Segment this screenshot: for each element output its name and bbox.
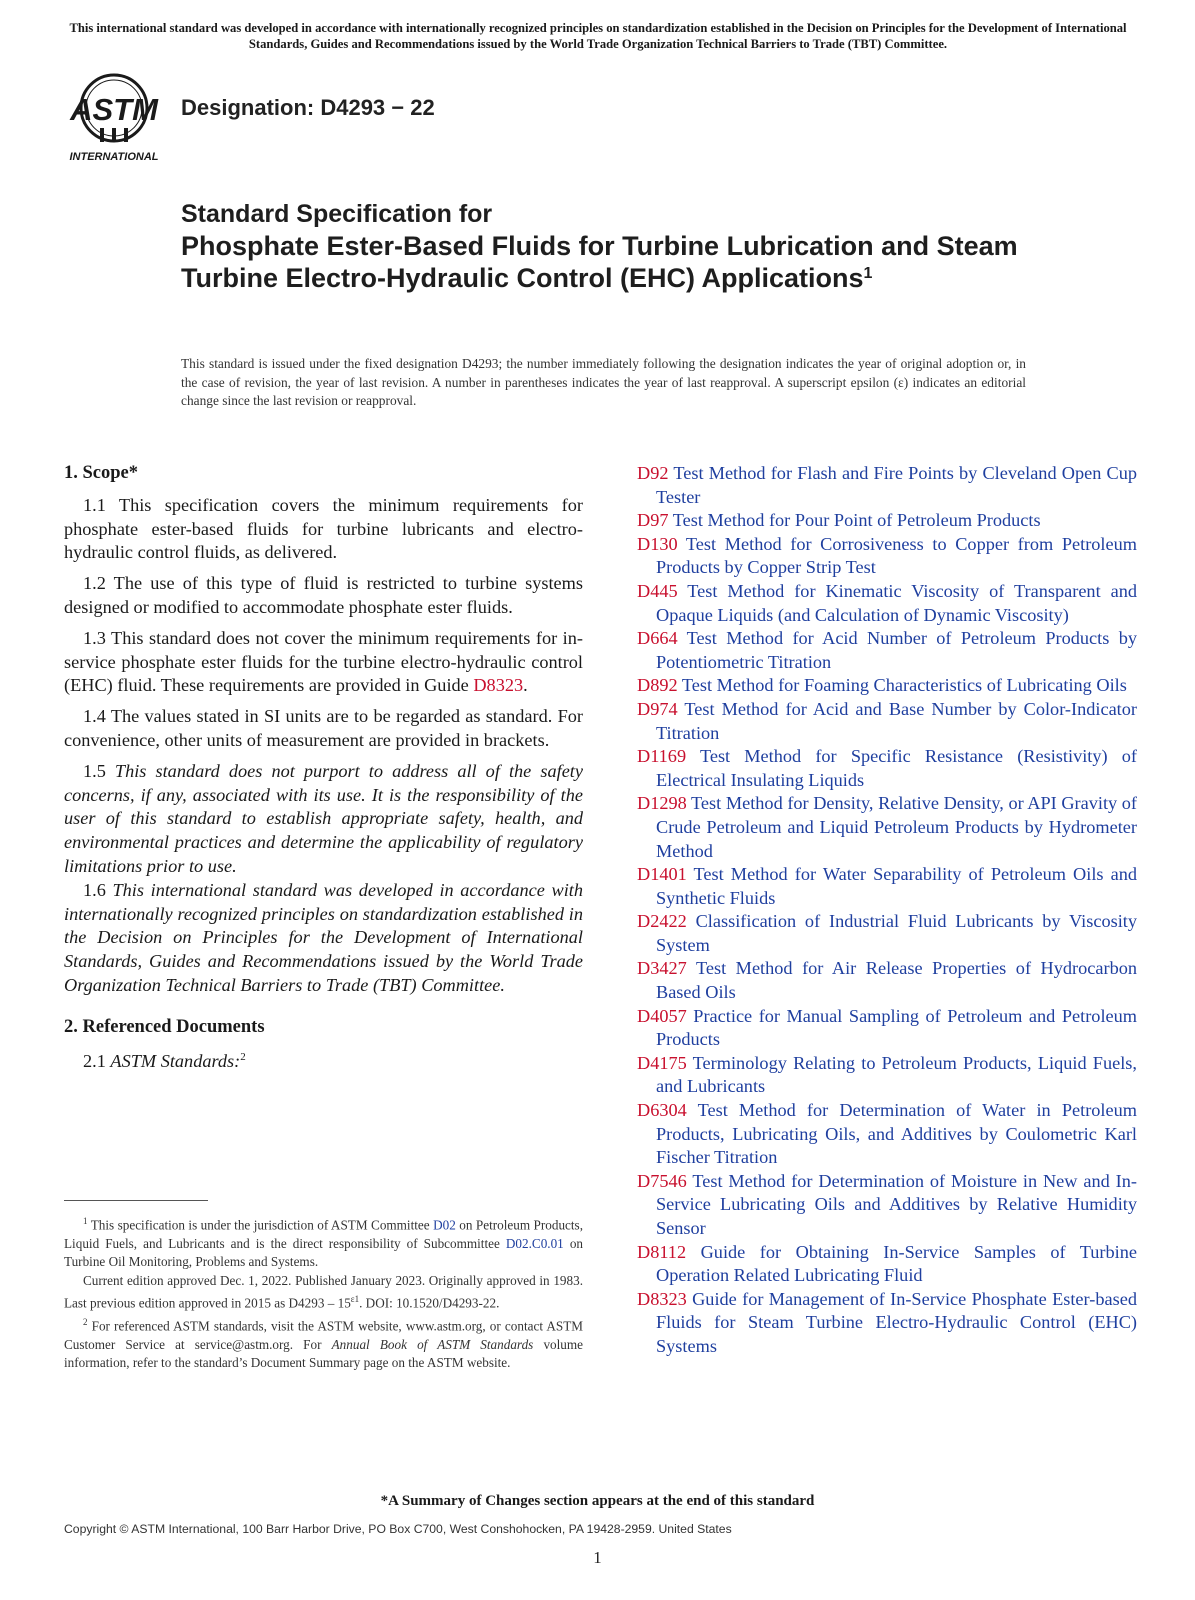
reference-title-link[interactable]: Test Method for Water Separability of Petroleum Oils and Synthetic Fluids (656, 864, 1137, 908)
reference-title-link[interactable]: Test Method for Kinematic Viscosity of Transparent and Opaque Liquids (and Calculation of Dynamic Viscosity) (656, 580, 1137, 625)
scope-1-1: 1.1 This specification covers the minimum requirements for phosphate ester-based fluids for turbine lubricants and electro-hydraulic control fluids, as delivered. (64, 494, 583, 563)
referenced-documents-heading: 2. Referenced Documents (64, 1016, 265, 1037)
reference-code-link[interactable]: D974 (637, 698, 678, 719)
reference-code-link[interactable]: D1401 (637, 864, 687, 885)
summary-of-changes-note: *A Summary of Changes section appears at the end of this standard (380, 1493, 815, 1509)
astm-standards-label: ASTM Standards: (110, 1050, 241, 1071)
reference-title-link[interactable]: Test Method for Determination of Water in Petroleum Products, Lubricating Oils, and Additives by Coulometric Karl Fischer Titration (656, 1100, 1137, 1168)
reference-item (637, 792, 1137, 863)
scope-heading: 1. Scope* (64, 463, 138, 483)
footnote-1 (64, 1212, 583, 1272)
reference-code-link[interactable]: D4175 (637, 1052, 687, 1073)
scope-1-5-num: 1.5 (83, 760, 115, 781)
reference-title-link[interactable]: Practice for Manual Sampling of Petroleum and Petroleum Products (656, 1005, 1137, 1050)
footnote-1-text-a: This specification is under the jurisdiction of ASTM Committee (90, 1217, 434, 1233)
reference-title-link[interactable]: Terminology Relating to Petroleum Products, Liquid Fuels, and Lubricants (656, 1052, 1137, 1097)
reference-code-link[interactable]: D130 (637, 533, 678, 554)
reference-item (637, 1241, 1137, 1288)
reference-title-link[interactable]: Test Method for Foaming Characteristics of Lubricating Oils (681, 675, 1127, 696)
reference-code-link[interactable]: D6304 (637, 1100, 687, 1121)
reference-title-link[interactable]: Test Method for Determination of Moisture in New and In-Service Lubricating Oils and Additives by Relative Humidity Sensor (656, 1170, 1137, 1238)
reference-item (637, 1099, 1137, 1170)
reference-code-link[interactable]: D892 (637, 675, 678, 696)
scope-1-3 (64, 627, 583, 698)
reference-item (637, 533, 1137, 580)
footnote-2 (64, 1313, 583, 1373)
footnote-1-text-b: on Petroleum Products, Liquid Fuels, and Lubricants and is the direct responsibility of Subcommittee (64, 1217, 583, 1251)
reference-title-link[interactable]: Guide for Obtaining In-Service Samples of Turbine Operation Related Lubricating Fluid (656, 1241, 1137, 1286)
reference-code-link[interactable]: D664 (637, 628, 678, 649)
link-d02[interactable]: D02 (433, 1217, 456, 1233)
scope-1-6-num: 1.6 (83, 879, 113, 900)
left-column (64, 462, 583, 1080)
title-line1: Standard Specification for (181, 200, 493, 228)
reference-code-link[interactable]: D8112 (637, 1241, 687, 1262)
astm-logo (64, 70, 168, 166)
link-d8323[interactable]: D8323 (473, 675, 524, 696)
reference-code-link[interactable]: D1298 (637, 793, 687, 814)
document-title (181, 198, 1081, 294)
reference-code-link[interactable]: D7546 (637, 1170, 687, 1191)
edition-text-b: . DOI: 10.1520/D4293-22. (359, 1295, 500, 1311)
astm-standards-num: 2.1 (83, 1050, 111, 1071)
reference-code-link[interactable]: D4057 (637, 1005, 687, 1026)
reference-title-link[interactable]: Test Method for Density, Relative Density, or API Gravity of Crude Petroleum and Liquid Petroleum Products by Hydrometer Method (656, 793, 1137, 861)
edition-text-a: Current edition approved Dec. 1, 2022. Published January 2023. Originally approved in 1983. Last previous edition approved in 2015 as D4293 – 15 (64, 1272, 583, 1311)
footnote-2-italic: Annual Book of ASTM Standards (331, 1336, 534, 1352)
reference-item (637, 627, 1137, 674)
reference-title-link[interactable]: Test Method for Corrosiveness to Copper from Petroleum Products by Copper Strip Test (656, 533, 1137, 578)
link-d02-c0-01[interactable]: D02.C0.01 (505, 1235, 564, 1251)
reference-code-link[interactable]: D1169 (637, 746, 687, 767)
scope-1-5-text: This standard does not purport to address all of the safety concerns, if any, associated with its use. It is the responsibility of the user of this standard to establish appropriate safety, health, and environmental practices and determine the applicability of regulatory limitations prior to use. (64, 760, 583, 876)
reference-title-link[interactable]: Classification of Industrial Fluid Lubricants by Viscosity System (656, 911, 1137, 955)
title-main (181, 230, 1081, 294)
logo-international-text: INTERNATIONAL (69, 151, 159, 163)
page-number: 1 (593, 1548, 602, 1567)
footnote-2-mark: 2 (83, 1316, 88, 1327)
reference-item (637, 462, 1137, 509)
reference-item (637, 580, 1137, 627)
astm-standards-subheading (64, 1046, 583, 1074)
logo-mark-text: ASTM (70, 92, 158, 127)
copyright: Copyright © ASTM International, 100 Barr Harbor Drive, PO Box C700, West Conshohocken, PA 19428-2959. United States (64, 1522, 732, 1536)
reference-title-link[interactable]: Test Method for Specific Resistance (Resistivity) of Electrical Insulating Liquids (656, 746, 1137, 790)
reference-code-link[interactable]: D445 (637, 580, 678, 601)
footnote-2-text-a: For referenced ASTM standards, visit the ASTM website, www.astm.org, or contact ASTM Customer Service at service@astm.org. For (64, 1318, 584, 1352)
footnotes (64, 1212, 583, 1372)
scope-1-3-end: . (523, 675, 528, 696)
reference-title-link[interactable]: Test Method for Acid Number of Petroleum Products by Potentiometric Titration (656, 628, 1137, 672)
scope-1-6 (64, 879, 583, 998)
designation: Designation: D4293 − 22 (181, 95, 435, 120)
reference-code-link[interactable]: D92 (637, 463, 669, 483)
footnote-2-text-b: volume information, refer to the standard’s Document Summary page on the ASTM website. (64, 1336, 583, 1371)
reference-code-link[interactable]: D8323 (637, 1288, 687, 1309)
edition-epsilon: ε1 (350, 1294, 360, 1305)
reference-code-link[interactable]: D2422 (637, 911, 687, 932)
scope-1-5 (64, 760, 583, 879)
scope-1-3-text: 1.3 This standard does not cover the minimum requirements for in-service phosphate ester fluids for the turbine electro-hydraulic control (EHC) fluid. These requirements are provided in Guide (64, 627, 583, 696)
astm-standards-footnote-mark: 2 (240, 1050, 246, 1063)
reference-item (637, 674, 1137, 698)
reference-item (637, 698, 1137, 745)
international-standard-notice: This international standard was developed in accordance with internationally recognized principles on standardization established in the Decision on Principles for the Development of International Standards, Guides and Recommendations issued by the World Trade Organization Technical Barriers to Trade (TBT) Committee. (69, 21, 1127, 51)
reference-item (637, 745, 1137, 792)
reference-title-link[interactable]: Test Method for Air Release Properties of Hydrocarbon Based Oils (656, 958, 1137, 1003)
reference-code-link[interactable]: D97 (637, 510, 669, 531)
reference-title-link[interactable]: Test Method for Acid and Base Number by Color-Indicator Titration (656, 698, 1137, 743)
reference-item (637, 1288, 1137, 1359)
footnote-1-mark: 1 (83, 1216, 88, 1226)
reference-item (637, 863, 1137, 910)
reference-item (637, 910, 1137, 957)
referenced-standards-list (637, 462, 1137, 1359)
footnote-1-edition (64, 1272, 583, 1313)
footnote-divider (64, 1200, 208, 1201)
issue-note: This standard is issued under the fixed designation D4293; the number immediately following the designation indicates the year of original adoption or, in the case of revision, the year of last revision. A number in parentheses indicates the year of last reapproval. A superscript epsilon (ε) indicates an editorial change since the last revision or reapproval. (181, 356, 1026, 408)
scope-1-6-text: This international standard was developed in accordance with internationally recognized principles on standardization established in the Decision on Principles for the Development of International Standards, Guides and Recommendations issued by the World Trade Organization Technical Barriers to Trade (TBT) Committee. (64, 879, 584, 995)
reference-title-link[interactable]: Test Method for Pour Point of Petroleum Products (672, 510, 1041, 531)
reference-item (637, 1170, 1137, 1241)
reference-item (637, 957, 1137, 1004)
reference-item (637, 509, 1137, 533)
scope-1-2: 1.2 The use of this type of fluid is restricted to turbine systems designed or modified to accommodate phosphate ester fluids. (64, 573, 583, 617)
reference-title-link[interactable]: Test Method for Flash and Fire Points by Cleveland Open Cup Tester (656, 463, 1137, 507)
scope-1-4: 1.4 The values stated in SI units are to be regarded as standard. For convenience, other units of measurement are provided in brackets. (64, 706, 583, 750)
reference-item (637, 1005, 1137, 1052)
reference-item (637, 1052, 1137, 1099)
title-footnote-mark: 1 (863, 265, 873, 282)
reference-title-link[interactable]: Guide for Management of In-Service Phosphate Ester-based Fluids for Steam Turbine Electro-Hydraulic Control (EHC) Systems (656, 1288, 1137, 1356)
title-main-text: Phosphate Ester-Based Fluids for Turbine Lubrication and Steam Turbine Electro-Hydraulic Control (EHC) Applications (181, 231, 1018, 293)
reference-code-link[interactable]: D3427 (637, 958, 687, 979)
footnote-1-text-c: on Turbine Oil Monitoring, Problems and Systems. (64, 1235, 584, 1270)
